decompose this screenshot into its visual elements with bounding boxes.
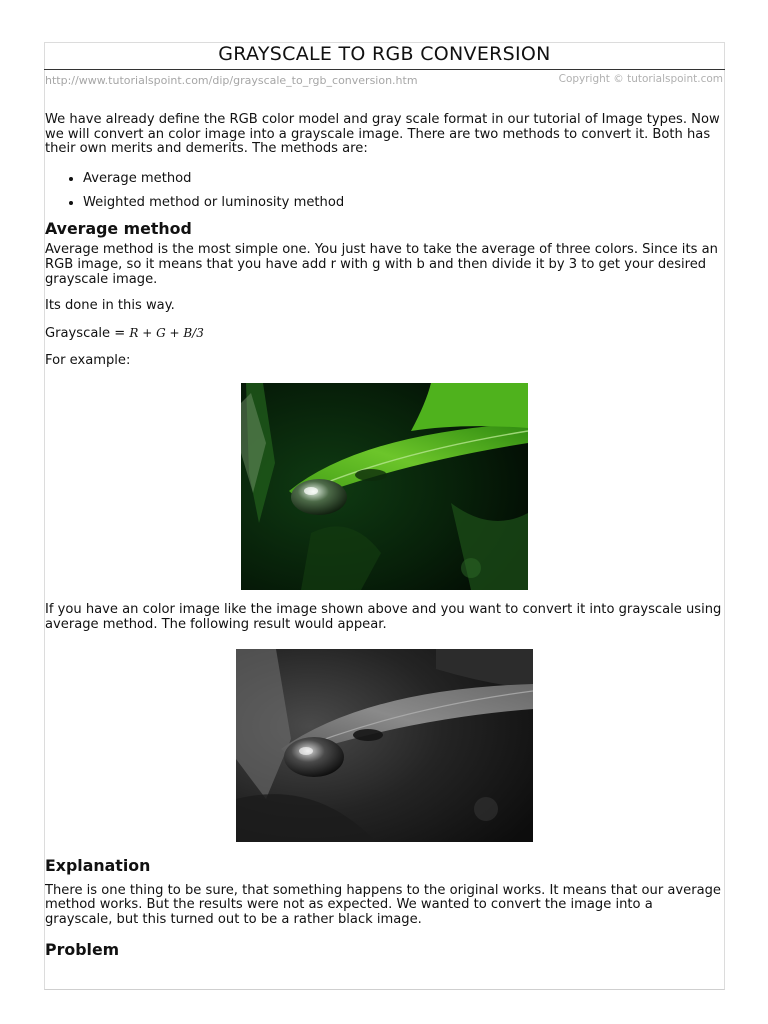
average-method-heading: Average method [45,219,192,239]
explanation-heading: Explanation [45,855,151,875]
after-image-paragraph: If you have an color image like the image shown above and you want to convert it into grayscale using average method. The following result would appear. [45,602,722,633]
list-item: • Average method [83,167,723,191]
title-divider [44,69,725,70]
example-label: For example: [45,352,131,368]
average-method-paragraph: Average method is the most simple one. You just have to take the average of three colors. Since its an RGB image, so it means that you have add r with g with b and then divide it by 3 to get your desired grayscale image. [45,242,718,287]
color-leaf-image [241,383,528,590]
article-content [45,113,723,960]
formula: R + G + B/3 [129,325,204,340]
formula-label: Grayscale = [45,325,130,341]
color-leaf-svg [241,383,528,590]
done-text: Its done in this way. [45,298,175,314]
problem-heading: Problem [45,939,120,959]
intro-paragraph: We have already define the RGB color model and gray scale format in our tutorial of Image types. Now we will convert an color image into a grayscale image. There are two methods to convert it. Both has their own merits and demerits. The methods are: [45,112,720,157]
page-title: GRAYSCALE TO RGB CONVERSION [218,43,551,65]
copyright-notice: Copyright © tutorialspoint.com [558,73,723,85]
grayscale-leaf-image [236,649,533,842]
methods-list [45,167,723,215]
list-item: • Weighted method or luminosity method [83,191,723,215]
source-url[interactable]: http://www.tutorialspoint.com/dip/grayscale_to_rgb_conversion.htm [45,74,418,87]
explanation-paragraph: There is one thing to be sure, that something happens to the original works. It means that our average method works. But the results were not as expected. We wanted to convert the image into a grayscale, but this turned out to be a rather black image. [45,882,721,928]
formula-line [45,326,723,342]
grayscale-leaf-svg [236,649,533,842]
